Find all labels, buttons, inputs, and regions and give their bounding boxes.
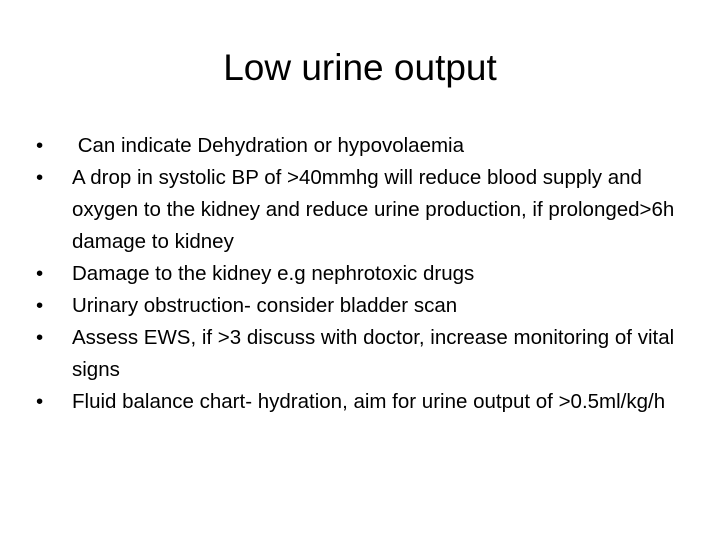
bullet-text: A drop in systolic BP of >40mmhg will reduce blood supply and oxygen to the kidney and reduce urine production, if prolonged>6h damage to kidney bbox=[72, 166, 675, 253]
bullet-item bbox=[36, 162, 686, 258]
bullet-icon: • bbox=[36, 166, 44, 189]
bullet-icon: • bbox=[36, 390, 44, 413]
bullet-text: Fluid balance chart- hydration, aim for urine output of >0.5ml/kg/h bbox=[72, 390, 666, 413]
bullet-item bbox=[36, 258, 686, 290]
bullet-item bbox=[36, 130, 686, 162]
bullet-icon: • bbox=[36, 294, 44, 317]
bullet-item bbox=[36, 386, 686, 418]
bullet-item bbox=[36, 290, 686, 322]
bullet-list bbox=[36, 130, 686, 418]
bullet-item bbox=[36, 322, 686, 386]
bullet-text: Damage to the kidney e.g nephrotoxic drugs bbox=[72, 262, 475, 285]
bullet-text: Assess EWS, if >3 discuss with doctor, increase monitoring of vital signs bbox=[72, 326, 675, 381]
bullet-icon: • bbox=[36, 326, 44, 349]
bullet-text: Urinary obstruction- consider bladder scan bbox=[72, 294, 458, 317]
slide-title: Low urine output bbox=[223, 47, 497, 88]
bullet-icon: • bbox=[36, 262, 44, 285]
bullet-text: Can indicate Dehydration or hypovolaemia bbox=[72, 134, 465, 157]
bullet-icon: • bbox=[36, 134, 44, 157]
